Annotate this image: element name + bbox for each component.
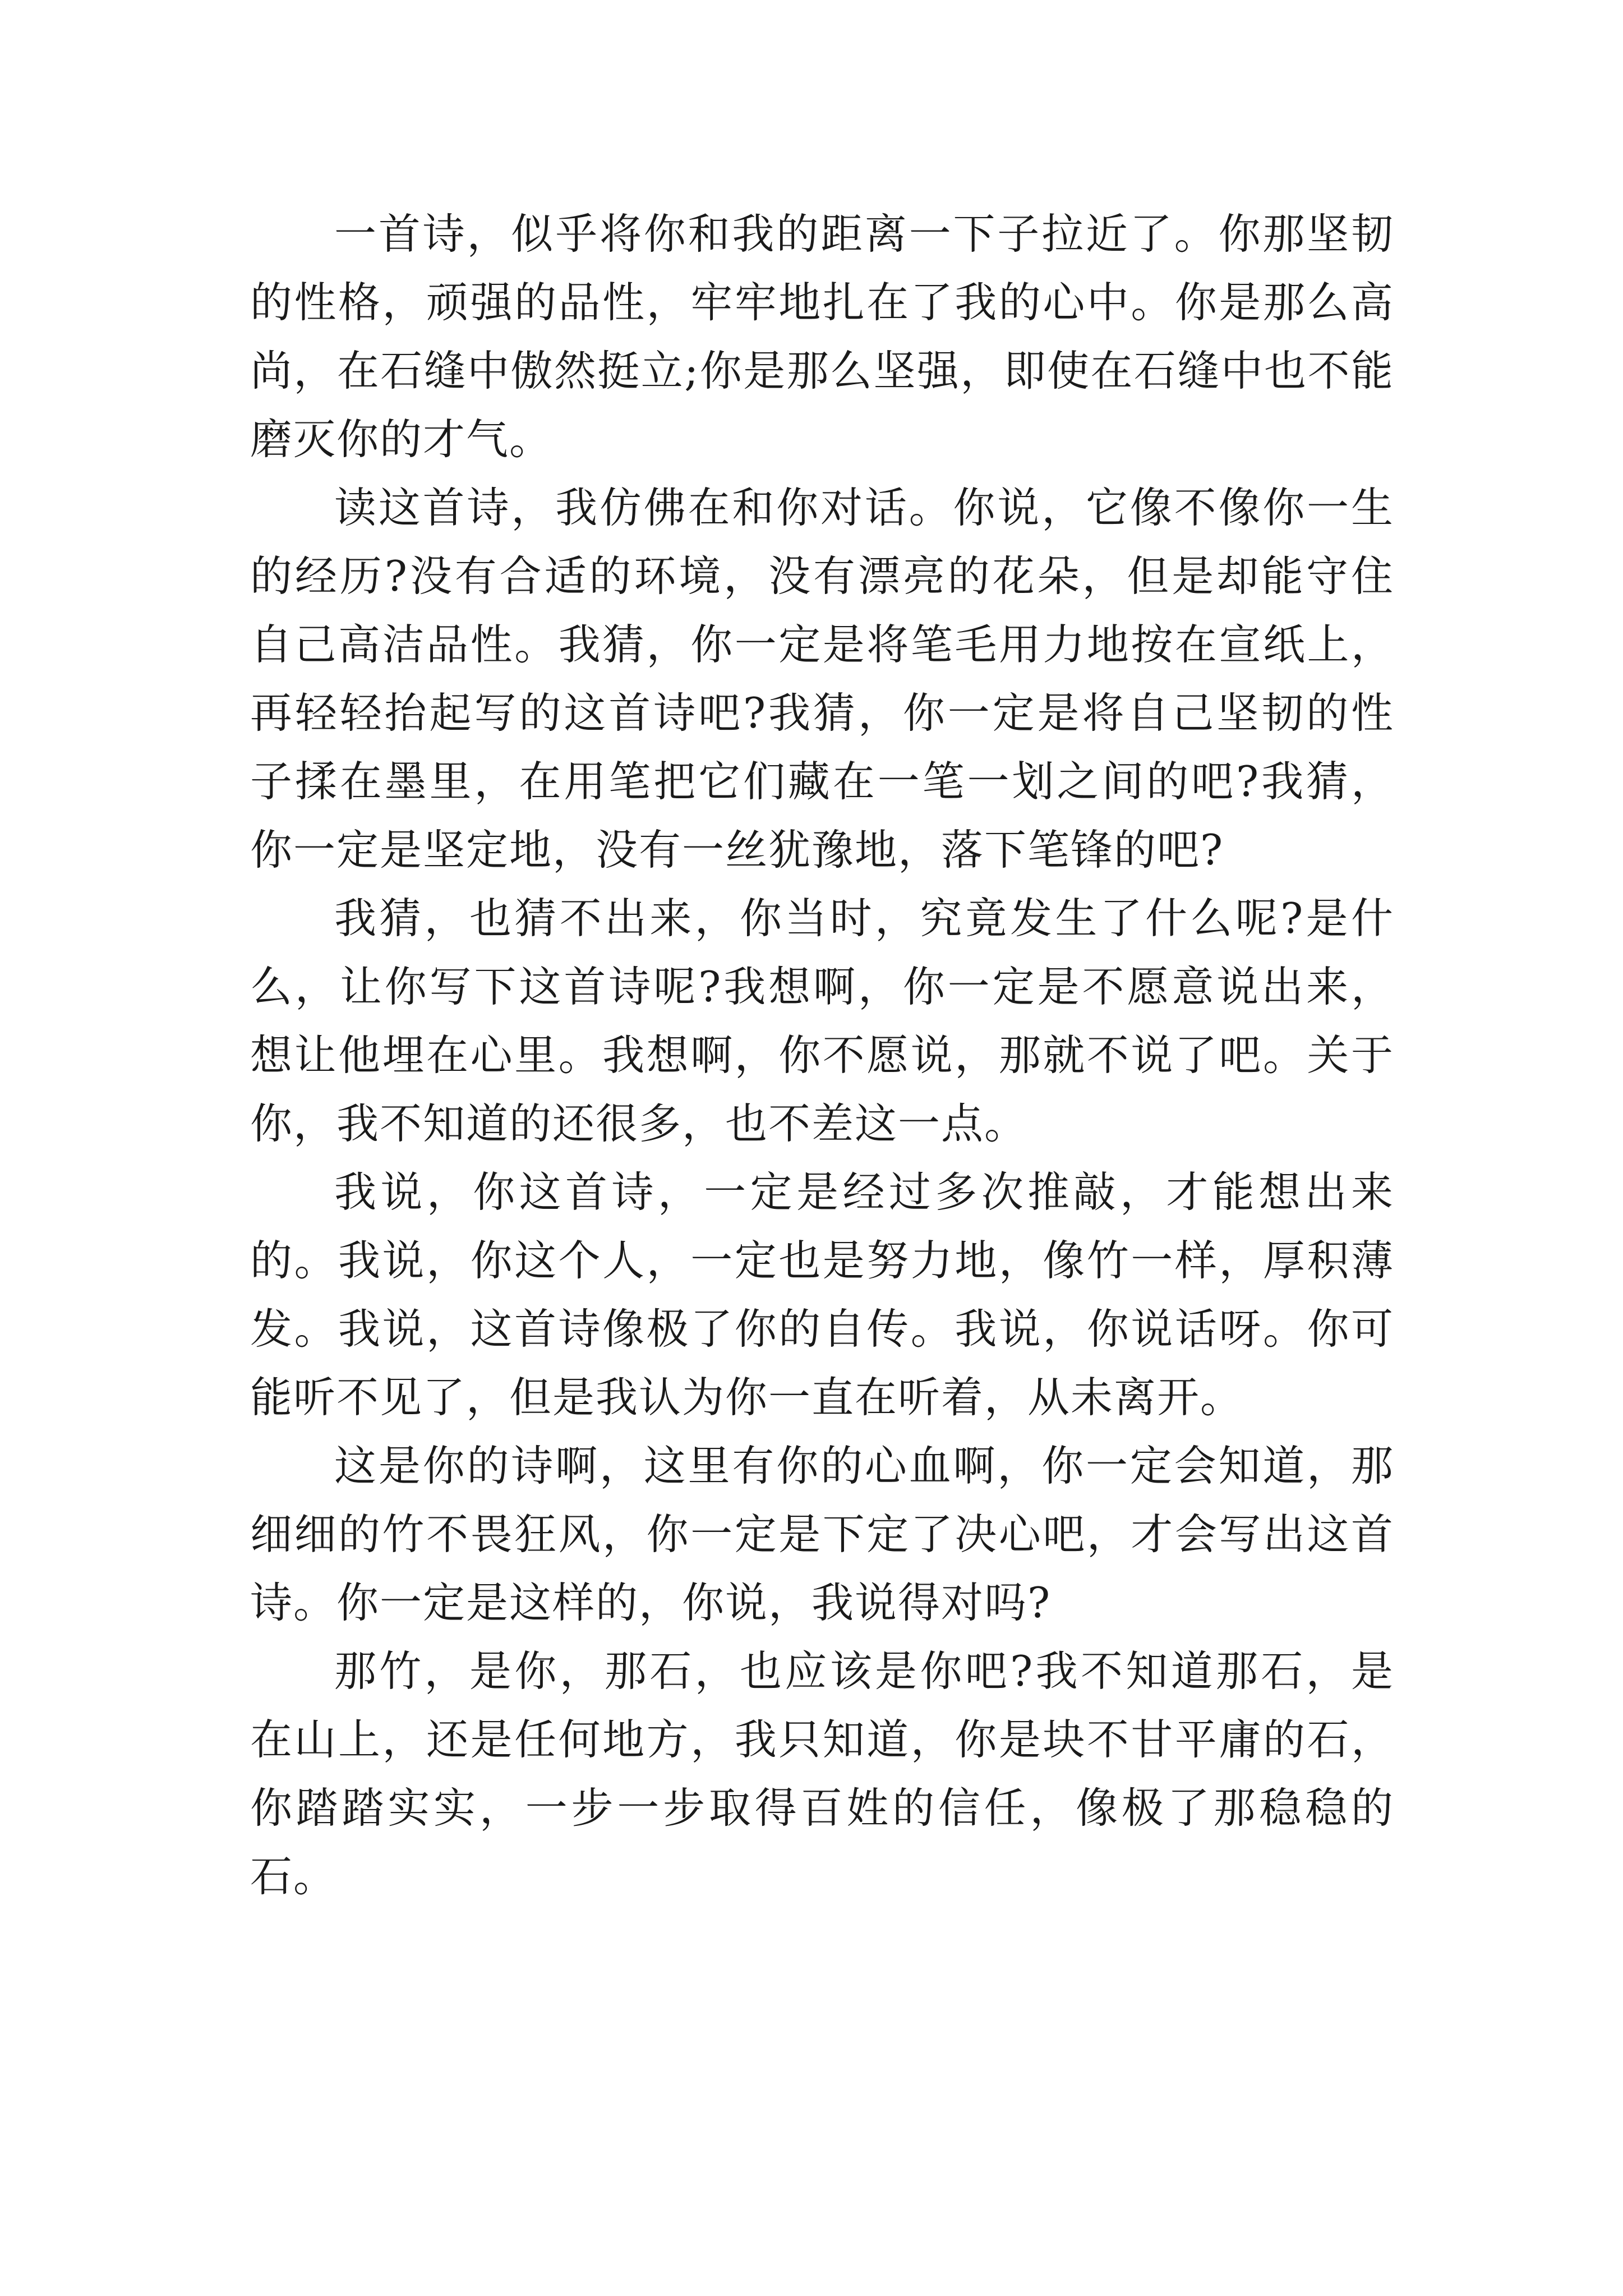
paragraph-5: 这是你的诗啊，这里有你的心血啊，你一定会知道，那细细的竹不畏狂风，你一定是下定了决心吧，才会写出这首诗。你一定是这样的，你说，我说得对吗? [250,1441,1394,1627]
paragraph-4: 我说，你这首诗，一定是经过多次推敲，才能想出来的。我说，你这个人，一定也是努力地，像竹一样，厚积薄发。我说，这首诗像极了你的自传。我说，你说话呀。你可能听不见了，但是我认为你一直在听着，从未离开。 [250,1167,1394,1422]
paragraph-6: 那竹，是你，那石，也应该是你吧?我不知道那石，是在山上，还是任何地方，我只知道，你是块不甘平庸的石，你踏踏实实，一步一步取得百姓的信任，像极了那稳稳的石。 [250,1646,1394,1901]
paragraph-2: 读这首诗，我仿佛在和你对话。你说，它像不像你一生的经历?没有合适的环境，没有漂亮的花朵，但是却能守住自己高洁品性。我猜，你一定是将笔毛用力地按在宣纸上，再轻轻抬起写的这首诗吧?我猜，你一定是将自己坚韧的性子揉在墨里，在用笔把它们藏在一笔一划之间的吧?我猜，你一定是坚定地，没有一丝犹豫地，落下笔锋的吧? [250,483,1394,875]
document-body [250,200,1394,1911]
paragraph-1: 一首诗，似乎将你和我的距离一下子拉近了。你那坚韧的性格，顽强的品性，牢牢地扎在了我的心中。你是那么高尚，在石缝中傲然挺立;你是那么坚强，即使在石缝中也不能磨灭你的才气。 [250,209,1394,464]
paragraph-3: 我猜，也猜不出来，你当时，究竟发生了什么呢?是什么，让你写下这首诗呢?我想啊，你一定是不愿意说出来，想让他埋在心里。我想啊，你不愿说，那就不说了吧。关于你，我不知道的还很多，也不差这一点。 [250,894,1394,1148]
